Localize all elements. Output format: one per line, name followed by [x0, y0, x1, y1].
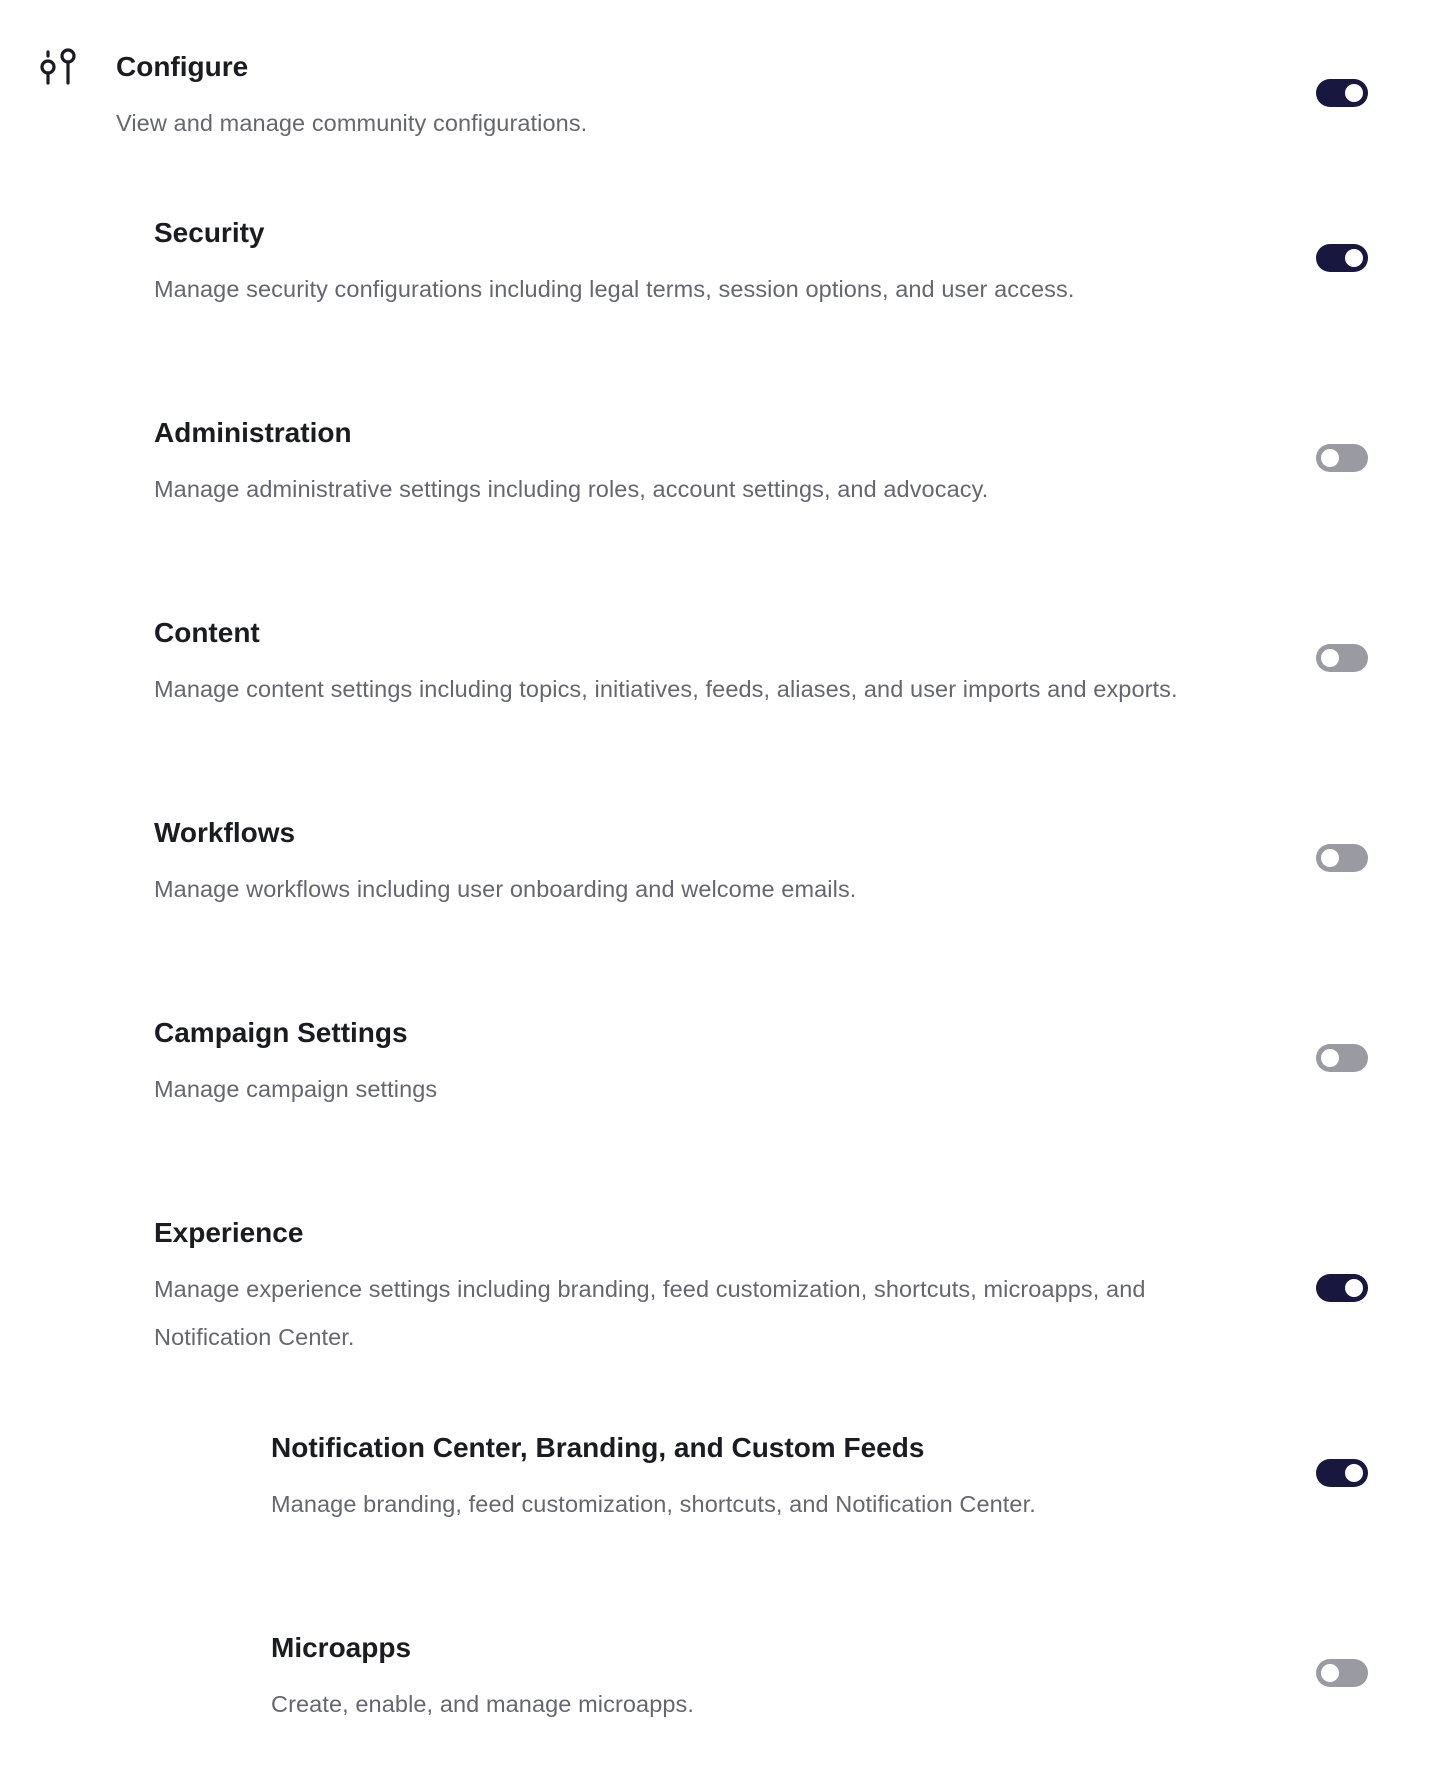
- permission-row-workflows: [0, 800, 1444, 950]
- toggle-knob: [1321, 449, 1339, 467]
- permission-row-security: [0, 200, 1444, 350]
- permission-row-content: [0, 600, 1444, 750]
- toggle-knob: [1321, 849, 1339, 867]
- configure-title: Configure: [116, 51, 249, 82]
- permission-description: Manage branding, feed customization, shortcuts, and Notification Center.: [271, 1491, 1036, 1517]
- configure-section: [0, 0, 1444, 150]
- permission-description: Create, enable, and manage microapps.: [271, 1691, 695, 1717]
- permission-row-microapps: [0, 1615, 1444, 1765]
- permission-title: Microapps: [271, 1632, 412, 1663]
- campaign-settings-toggle[interactable]: [1316, 1044, 1368, 1072]
- permission-title: Administration: [154, 417, 352, 448]
- toggle-knob: [1321, 649, 1339, 667]
- permission-title: Security: [154, 217, 265, 248]
- configure-description: View and manage community configurations.: [116, 110, 588, 136]
- permission-title: Experience: [154, 1217, 304, 1248]
- permission-description: Manage security configurations including legal terms, session options, and user access.: [154, 276, 1075, 302]
- permission-description: Manage administrative settings including roles, account settings, and advocacy.: [154, 476, 989, 502]
- toggle-knob: [1321, 1664, 1339, 1682]
- toggle-knob: [1345, 1279, 1363, 1297]
- permission-description: Manage content settings including topics, initiatives, feeds, aliases, and user imports and exports.: [154, 676, 1178, 702]
- microapps-toggle[interactable]: [1316, 1659, 1368, 1687]
- permission-description: Manage campaign settings: [154, 1076, 438, 1102]
- toggle-knob: [1345, 1464, 1363, 1482]
- toggle-knob: [1345, 84, 1363, 102]
- notification-center-toggle[interactable]: [1316, 1459, 1368, 1487]
- content-toggle[interactable]: [1316, 644, 1368, 672]
- permission-title: Notification Center, Branding, and Custom Feeds: [271, 1432, 925, 1463]
- permission-row-notification-center: [0, 1415, 1444, 1565]
- toggle-knob: [1345, 249, 1363, 267]
- permission-row-campaign-settings: [0, 1000, 1444, 1150]
- configure-toggle[interactable]: [1316, 79, 1368, 107]
- security-toggle[interactable]: [1316, 244, 1368, 272]
- administration-toggle[interactable]: [1316, 444, 1368, 472]
- experience-toggle[interactable]: [1316, 1274, 1368, 1302]
- permission-title: Campaign Settings: [154, 1017, 408, 1048]
- permission-title: Workflows: [154, 817, 296, 848]
- workflows-toggle[interactable]: [1316, 844, 1368, 872]
- permission-row-administration: [0, 400, 1444, 550]
- toggle-knob: [1321, 1049, 1339, 1067]
- sliders-icon: [38, 46, 82, 90]
- permission-row-experience: [0, 1200, 1444, 1400]
- permission-title: Content: [154, 617, 260, 648]
- permission-description: Manage workflows including user onboarding and welcome emails.: [154, 876, 857, 902]
- permission-description: Manage experience settings including branding, feed customization, shortcuts, microapps, and Notification Center.: [154, 1276, 1146, 1350]
